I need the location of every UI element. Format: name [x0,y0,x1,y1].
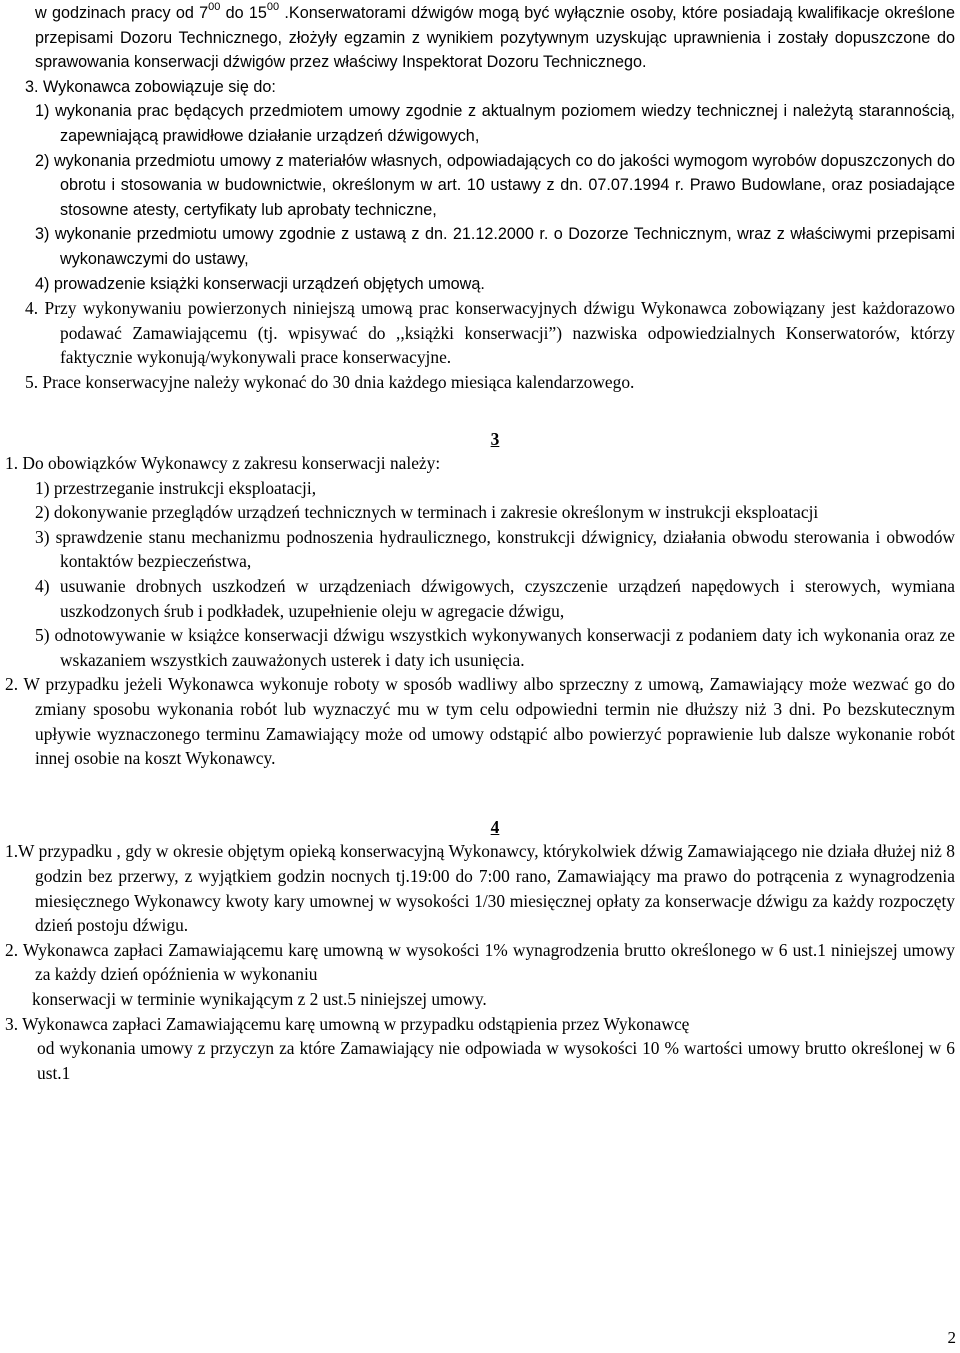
section-4-point-1: 1.W przypadku , gdy w okresie objętym opieką konserwacyjną Wykonawcy, którykolwiek dźwig Zamawiającego nie działa dłużej niż 8 godzin bez przerwy, z wyjątkiem godzin nocnych tj.19:00 do 7:00 rano, Zamawiający ma prawo do potrącenia z wynagrodzenia miesięcznego Wykonawcy kwoty kary umownej w wysokości 1/30 miesięcznej opłaty za konserwacje dźwigu za każdy rozpoczęty dzień postoju dźwigu. [5,841,955,936]
point-3-item-3: 3) wykonanie przedmiotu umowy zgodnie z ustawą z dn. 21.12.2000 r. o Dozorze Technicznym, wraz z właściwymi przepisami wykonawczymi do ustawy, [35,225,955,268]
section-4-point-2a: 2. Wykonawca zapłaci Zamawiającemu karę umowną w wysokości 1% wynagrodzenia brutto określonego w 6 ust.1 niniejszej umowy za każdy dzień opóźnienia w wykonaniu [5,939,955,985]
section-4-point-3a: 3. Wykonawca zapłaci Zamawiającemu karę umowną w przypadku odstąpienia przez Wykonawcę [5,1013,690,1034]
section-3-number: 3 [490,428,500,449]
point-5-paragraph: 5. Prace konserwacyjne należy wykonać do 30 dnia każdego miesiąca kalendarzowego. [25,371,635,392]
intro-paragraph [35,1,955,75]
document-page [5,1,955,1085]
point-4-paragraph: 4. Przy wykonywaniu powierzonych niniejszą umową prac konserwacyjnych dźwigu Wykonawca zobowiązany jest każdorazowo podawać Zamawiającemu (tj. wpisywać do ,,książki konserwacji”) nazwiska odpowiedzialnych Konserwatorów, którzy faktycznie wykonują/wykonywali prace konserwacyjne. [25,298,955,368]
point-3-item-1: 1) wykonania prac będących przedmiotem umowy zgodnie z aktualnym poziomem wiedzy technicznej i należytą starannością, zapewniającą prawidłowe działanie urządzeń dźwigowych, [35,102,955,145]
section-3-item-3: 3) sprawdzenie stanu mechanizmu podnoszenia hydraulicznego, konstrukcji dźwignicy, działania obwodu sterowania i obwodów kontaktów bezpieczeństwa, [35,526,955,572]
section-4-heading [35,815,955,840]
section-3-item-2: 2) dokonywanie przeglądów urządzeń technicznych w terminach i zakresie określonym w instrukcji eksploatacji [35,502,819,523]
intro-sup-2: 00 [266,1,280,13]
page-number: 2 [947,1328,956,1348]
intro-text-c: .Konserwatorami dźwigów mogą być wyłącznie osoby, które posiadają kwalifikacje określone przepisami Dozoru Technicznego, złożyły egzamin z wynikiem pozytywnym uzyskując uprawnienia i zostały dopuszczone do sprawowania konserwacji dźwigów przez właściwy Inspektorat Dozoru Technicznego. [35,4,955,72]
point-3-title: 3. Wykonawca zobowiązuje się do: [25,77,276,96]
section-3-item-4: 4) usuwanie drobnych uszkodzeń w urządzeniach dźwigowych, czyszczenie urządzeń napędowych i sterowych, wymiana uszkodzonych śrub i podkładek, uzupełnienie oleju w agregacie dźwigu, [35,576,955,621]
intro-sup-1: 00 [208,1,221,13]
intro-text-a: w godzinach pracy od 7 [35,4,209,22]
section-4-point-3b: od wykonania umowy z przyczyn za które Zamawiający nie odpowiada w wysokości 10 % wartości umowy brutto określonej w 6 ust.1 [37,1038,955,1083]
section-3-heading [35,427,955,452]
point-3-item-4: 4) prowadzenie książki konserwacji urządzeń objętych umową. [35,274,485,293]
section-3-point-1-title: 1. Do obowiązków Wykonawcy z zakresu konserwacji należy: [5,453,441,474]
intro-text-b: do 15 [220,4,267,22]
point-3-item-2: 2) wykonania przedmiotu umowy z materiałów własnych, odpowiadających co do jakości wymogom wyrobów dopuszczonych do obrotu i stosowania w budownictwie, określonym w art. 10 ustawy z dn. 07.07.1994 r. Prawo Budowlane, oraz posiadające stosowne atesty, certyfikaty lub aprobaty techniczne, [35,151,955,219]
section-4-point-2b: konserwacji w terminie wynikającym z 2 ust.5 niniejszej umowy. [32,988,487,1009]
section-3-item-5: 5) odnotowywanie w książce konserwacji dźwigu wszystkich wykonywanych konserwacji z podaniem daty ich wykonania oraz ze wskazaniem wszystkich zauważonych usterek i daty ich usunięcia. [35,625,955,670]
section-3-item-1: 1) przestrzeganie instrukcji eksploatacji, [35,477,317,498]
section-3-point-2: 2. W przypadku jeżeli Wykonawca wykonuje roboty w sposób wadliwy albo sprzeczny z umową, Zamawiający może wezwać go do zmiany sposobu wykonania robót lub wyznaczyć mu w tym celu odpowiedni termin nie dłuższy niż 3 dni. Po bezskutecznym upływie wyznaczonego terminu Zamawiający może od umowy odstąpić albo powierzyć poprawienie lub dalsze wykonanie robót innej osobie na koszt Wykonawcy. [5,674,955,769]
section-4-number: 4 [490,816,500,837]
point-3-block [25,75,955,296]
